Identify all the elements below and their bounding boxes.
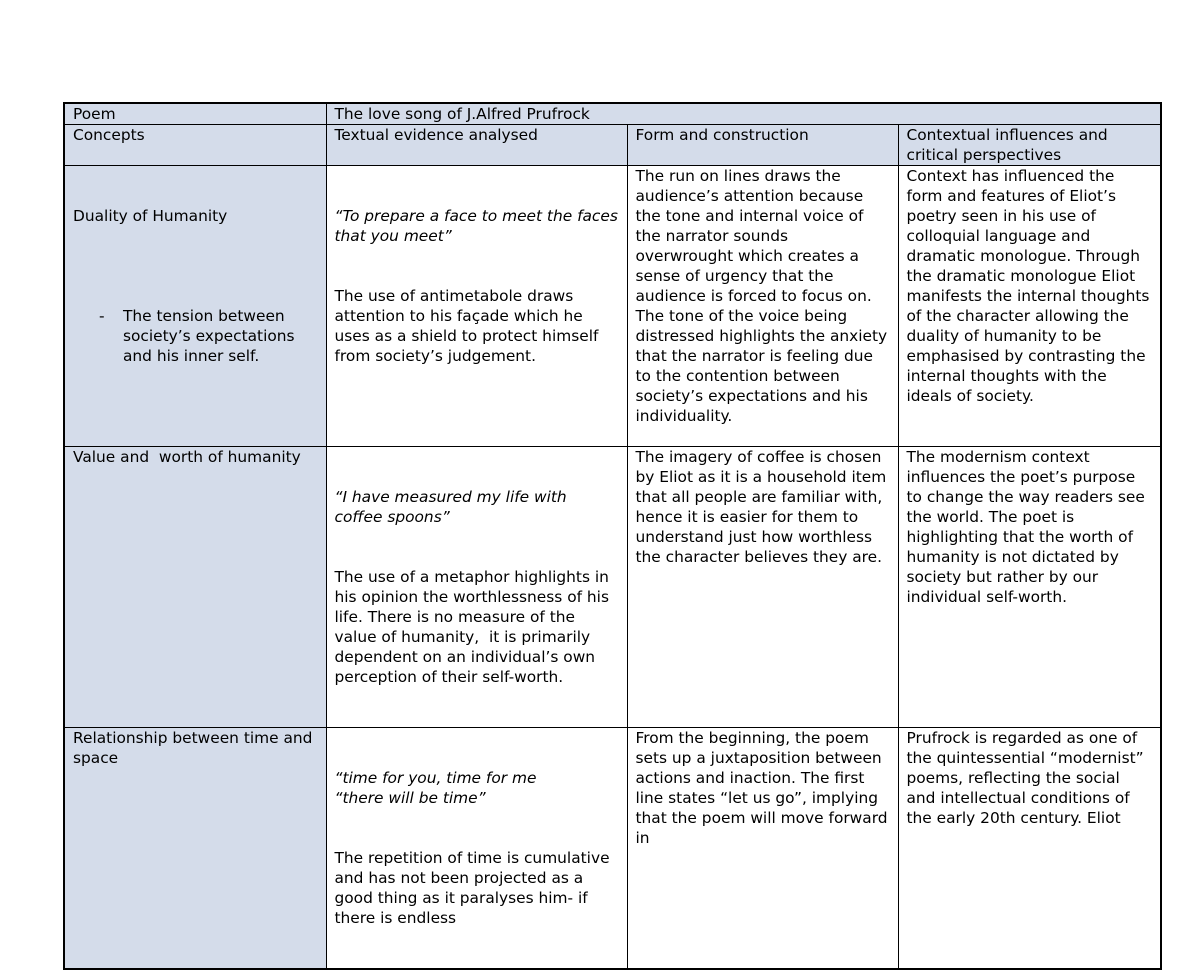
table-row bbox=[64, 447, 1161, 728]
concept-cell: Value and worth of humanity bbox=[64, 447, 326, 728]
poem-analysis-table bbox=[63, 102, 1162, 970]
header-form-construction: Form and construction bbox=[627, 125, 898, 166]
table-row bbox=[64, 728, 1161, 970]
evidence-cell bbox=[326, 166, 627, 447]
concept-cell bbox=[64, 166, 326, 447]
evidence-analysis: The use of antimetabole draws attention to his façade which he uses as a shield to protect himself from society’s judgement. bbox=[334, 287, 604, 365]
header-textual-evidence: Textual evidence analysed bbox=[326, 125, 627, 166]
context-cell: Prufrock is regarded as one of the quintessential “modernist” poems, reflecting the social and intellectual conditions of the early 20th century. Eliot bbox=[898, 728, 1161, 970]
evidence-cell bbox=[326, 447, 627, 728]
form-cell: The imagery of coffee is chosen by Eliot as it is a household item that all people are familiar with, hence it is easier for them to understand just how worthless the character believes they are. bbox=[627, 447, 898, 728]
header-concepts: Concepts bbox=[64, 125, 326, 166]
evidence-quote: “I have measured my life with coffee spoons” bbox=[334, 488, 572, 526]
header-contextual-influences: Contextual influences and critical perspectives bbox=[898, 125, 1161, 166]
context-cell: The modernism context influences the poet’s purpose to change the way readers see the world. The poet is highlighting that the worth of humanity is not dictated by society but rather by our individual self-worth. bbox=[898, 447, 1161, 728]
poem-label-cell: Poem bbox=[64, 103, 326, 125]
concept-bullet: - The tension between society’s expectations and his inner self. bbox=[73, 306, 318, 366]
form-cell: The run on lines draws the audience’s attention because the tone and internal voice of the narrator sounds overwrought which creates a sense of urgency that the audience is forced to focus on. The tone of the voice being distressed highlights the anxiety that the narrator is feeling due to the contention between society’s expectations and his individuality. bbox=[627, 166, 898, 447]
concept-bullet-list bbox=[73, 266, 318, 406]
form-cell: From the beginning, the poem sets up a juxtaposition between actions and inaction. The first line states “let us go”, implying that the poem will move forward in bbox=[627, 728, 898, 970]
concept-title: Duality of Humanity bbox=[73, 207, 228, 225]
concept-cell: Relationship between time and space bbox=[64, 728, 326, 970]
evidence-quote: “To prepare a face to meet the faces that you meet” bbox=[334, 207, 623, 245]
header-row bbox=[64, 125, 1161, 166]
context-cell: Context has influenced the form and features of Eliot’s poetry seen in his use of colloquial language and dramatic monologue. Through the dramatic monologue Eliot manifests the internal thoughts of the character allowing the duality of humanity to be emphasised by contrasting the internal thoughts with the ideals of society. bbox=[898, 166, 1161, 447]
poem-title-row bbox=[64, 103, 1161, 125]
evidence-analysis: The repetition of time is cumulative and has not been projected as a good thing as it paralyses him- if there is endless bbox=[334, 849, 615, 927]
evidence-quote: “time for you, time for me “there will be time” bbox=[334, 769, 537, 807]
evidence-analysis: The use of a metaphor highlights in his opinion the worthlessness of his life. There is no measure of the value of humanity, it is primarily dependent on an individual’s own perception of their self-worth. bbox=[334, 568, 614, 686]
evidence-cell bbox=[326, 728, 627, 970]
table-row bbox=[64, 166, 1161, 447]
poem-title-cell: The love song of J.Alfred Prufrock bbox=[326, 103, 1161, 125]
